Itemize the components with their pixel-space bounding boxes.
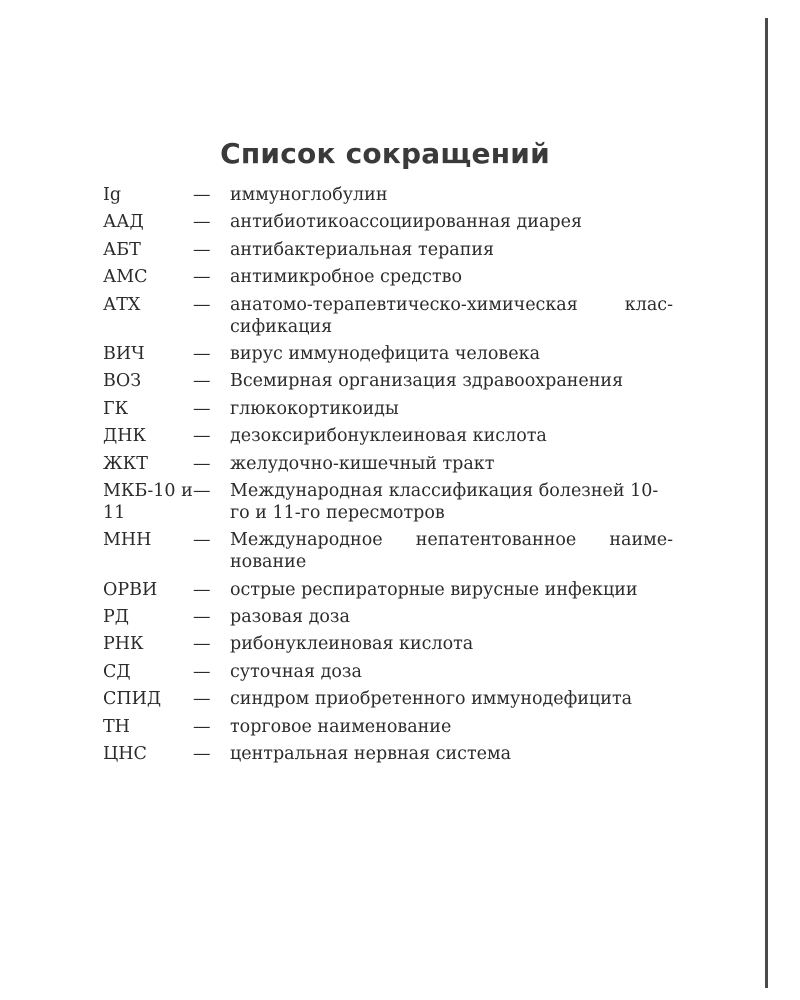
abbreviation-term: АБТ [103,239,141,260]
dash-separator: — [193,453,211,474]
dash-separator: — [193,212,211,233]
abbreviation-definition: рибонуклеиновая кислота [230,634,474,655]
abbreviation-definition: вирус иммунодефицита человека [230,343,541,364]
abbreviation-definition: разовая доза [230,607,350,628]
abbreviation-row [103,184,673,206]
abbreviation-row [103,370,673,392]
abbreviation-term: ЦНС [103,744,147,765]
dash-separator: — [193,398,211,419]
abbreviation-definition: торговое наименование [230,716,452,737]
abbreviation-term: ОРВИ [103,579,158,600]
abbreviation-definition: антибактериальная терапия [230,239,495,260]
abbreviation-definition: острые респираторные вирусные инфекции [230,579,638,600]
abbreviation-term: ГК [103,398,129,419]
abbreviation-term: СД [103,661,131,682]
dash-separator: — [193,607,211,628]
dash-separator: — [193,744,211,765]
abbreviation-list [103,184,673,770]
abbreviation-term: ДНК [103,426,147,447]
dash-separator: — [193,371,211,392]
abbreviation-row [103,661,673,683]
abbreviation-row [103,743,673,765]
dash-separator: — [193,343,211,364]
abbreviation-term: МКБ-10 и 11 [103,480,193,523]
abbreviation-term: ААД [103,212,144,233]
abbreviation-row [103,239,673,261]
abbreviation-row [103,425,673,447]
abbreviation-term: СПИД [103,689,162,710]
abbreviation-row [103,480,673,524]
abbreviation-term: ТН [103,716,130,737]
abbreviation-definition: антимикробное средство [230,267,463,288]
abbreviation-definition: Международная классификация болезней 10-го и 11-го пересмотров [230,480,659,523]
abbreviation-term: ВИЧ [103,343,145,364]
dash-separator: — [193,634,211,655]
dash-separator: — [193,294,211,315]
abbreviation-definition: дезоксирибонуклеиновая кислота [230,426,547,447]
abbreviation-term: ВОЗ [103,371,142,392]
dash-separator: — [193,426,211,447]
dash-separator: — [193,530,211,551]
abbreviation-row [103,606,673,628]
abbreviation-row [103,453,673,475]
dash-separator: — [193,661,211,682]
abbreviation-row [103,398,673,420]
abbreviation-term: РД [103,607,130,628]
abbreviation-definition: иммуноглобулин [230,185,388,205]
abbreviation-term: АТХ [103,294,141,315]
abbreviation-row [103,266,673,288]
dash-separator: — [193,267,211,288]
dash-separator: — [193,689,211,710]
abbreviation-row [103,529,673,573]
dash-separator: — [193,716,211,737]
abbreviation-definition: суточная доза [230,661,362,682]
dash-separator: — [193,239,211,260]
page-title: Список сокращений [220,136,550,170]
abbreviation-definition: центральная нервная система [230,744,512,765]
abbreviation-term: ЖКТ [103,453,148,474]
dash-separator: — [193,579,211,600]
abbreviation-definition: Международное непатентованное наиме-нование [230,530,673,573]
dash-separator: — [193,185,211,205]
abbreviation-row [103,579,673,601]
abbreviation-definition: синдром приобретенного иммунодефицита [230,689,633,710]
abbreviation-term: Ig [103,185,122,205]
abbreviation-row [103,343,673,365]
abbreviation-term: РНК [103,634,144,655]
abbreviation-definition: глюкокортикоиды [230,398,399,419]
abbreviation-definition: анатомо-терапевтическо-химическая клас-сификация [230,294,673,337]
abbreviation-term: АМС [103,267,148,288]
abbreviation-term: МНН [103,530,152,551]
abbreviation-definition: желудочно-кишечный тракт [230,453,495,474]
abbreviation-row [103,633,673,655]
abbreviation-definition: антибиотикоассоциированная диарея [230,212,583,233]
abbreviation-row [103,211,673,233]
abbreviation-row [103,294,673,338]
abbreviation-row [103,716,673,738]
abbreviation-row [103,688,673,710]
dash-separator: — [193,480,211,501]
abbreviation-definition: Всемирная организация здравоохранения [230,371,624,392]
